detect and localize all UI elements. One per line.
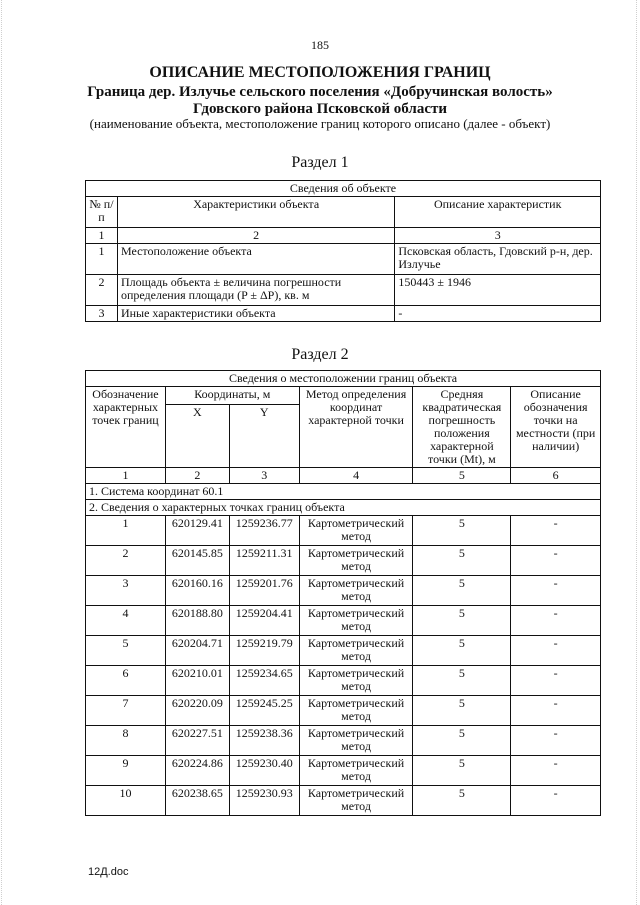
point-x: 620238.65 [165, 786, 229, 816]
row-description: Псковская область, Гдовский р-н, дер. Излучье [395, 244, 601, 275]
table-header-row [86, 181, 601, 197]
point-y: 1259238.36 [229, 726, 299, 756]
point-x: 620210.01 [165, 666, 229, 696]
table-header-row [86, 197, 601, 228]
point-x: 620188.80 [165, 606, 229, 636]
point-x: 620204.71 [165, 636, 229, 666]
col-method-header: Метод определения координат характерной точки [299, 387, 413, 468]
point-x: 620129.41 [165, 516, 229, 546]
point-error: 5 [413, 786, 511, 816]
point-number: 3 [86, 576, 166, 606]
point-number: 7 [86, 696, 166, 726]
point-x: 620224.86 [165, 756, 229, 786]
point-method: Картометрический метод [299, 606, 413, 636]
point-y: 1259204.41 [229, 606, 299, 636]
col-point-header: Обозначение характерных точек границ [86, 387, 166, 468]
table-row [86, 666, 601, 696]
table-row [86, 606, 601, 636]
boundary-points-table [85, 370, 601, 816]
point-error: 5 [413, 576, 511, 606]
point-y: 1259211.31 [229, 546, 299, 576]
table-header-row [86, 371, 601, 387]
point-y: 1259245.25 [229, 696, 299, 726]
col-index: 3 [229, 468, 299, 484]
point-error: 5 [413, 756, 511, 786]
points-section-row: 2. Сведения о характерных точках границ объекта [86, 500, 601, 516]
point-description: - [511, 696, 601, 726]
point-error: 5 [413, 696, 511, 726]
points-body [86, 516, 601, 816]
point-number: 5 [86, 636, 166, 666]
row-description: 150443 ± 1946 [395, 275, 601, 306]
object-info-header: Сведения об объекте [86, 181, 601, 197]
point-method: Картометрический метод [299, 636, 413, 666]
row-characteristic: Иные характеристики объекта [117, 306, 394, 322]
point-error: 5 [413, 546, 511, 576]
col-index: 4 [299, 468, 413, 484]
point-description: - [511, 786, 601, 816]
table-row [86, 306, 601, 322]
column-index-row [86, 228, 601, 244]
point-y: 1259234.65 [229, 666, 299, 696]
point-y: 1259236.77 [229, 516, 299, 546]
document-title: ОПИСАНИЕ МЕСТОПОЛОЖЕНИЯ ГРАНИЦ [149, 64, 491, 81]
point-number: 1 [86, 516, 166, 546]
point-x: 620145.85 [165, 546, 229, 576]
col-desc-header: Описание характеристик [395, 197, 601, 228]
point-method: Картометрический метод [299, 546, 413, 576]
point-x: 620227.51 [165, 726, 229, 756]
point-error: 5 [413, 606, 511, 636]
table-row [86, 484, 601, 500]
point-method: Картометрический метод [299, 786, 413, 816]
point-number: 9 [86, 756, 166, 786]
column-index-row [86, 468, 601, 484]
col-index: 3 [395, 228, 601, 244]
table-row [86, 244, 601, 275]
object-info-table [85, 180, 601, 322]
point-y: 1259230.93 [229, 786, 299, 816]
table-row [86, 516, 601, 546]
point-method: Картометрический метод [299, 756, 413, 786]
point-description: - [511, 636, 601, 666]
section2-title: Раздел 2 [291, 346, 349, 363]
point-error: 5 [413, 666, 511, 696]
point-error: 5 [413, 516, 511, 546]
col-index: 6 [511, 468, 601, 484]
col-index: 1 [86, 228, 118, 244]
point-description: - [511, 756, 601, 786]
point-x: 620160.16 [165, 576, 229, 606]
point-number: 4 [86, 606, 166, 636]
col-desc-header: Описание обозначения точки на местности (при наличии) [511, 387, 601, 468]
table-row [86, 726, 601, 756]
coordinate-system-row: 1. Система координат 60.1 [86, 484, 601, 500]
table-row [86, 576, 601, 606]
footer-filename: 12Д.doc [88, 866, 129, 878]
col-x-header: X [165, 405, 229, 468]
col-error-header: Средняя квадратическая погрешность положения характерной точки (Mt), м [413, 387, 511, 468]
point-description: - [511, 516, 601, 546]
point-method: Картометрический метод [299, 696, 413, 726]
col-num-header: № п/п [86, 197, 118, 228]
point-description: - [511, 606, 601, 636]
table-row [86, 786, 601, 816]
point-number: 2 [86, 546, 166, 576]
row-num: 3 [86, 306, 118, 322]
col-index: 1 [86, 468, 166, 484]
point-method: Картометрический метод [299, 576, 413, 606]
point-y: 1259219.79 [229, 636, 299, 666]
row-num: 1 [86, 244, 118, 275]
point-number: 6 [86, 666, 166, 696]
col-coords-header: Координаты, м [165, 387, 299, 405]
object-note: (наименование объекта, местоположение границ которого описано (далее - объект) [89, 116, 551, 131]
document-subtitle-line2: Гдовского района Псковской области [193, 101, 447, 117]
boundary-header: Сведения о местоположении границ объекта [86, 371, 601, 387]
table-row [86, 500, 601, 516]
row-characteristic: Площадь объекта ± величина погрешности определения площади (P ± ΔP), кв. м [117, 275, 394, 306]
point-number: 8 [86, 726, 166, 756]
point-error: 5 [413, 636, 511, 666]
scan-edge-left [1, 0, 2, 905]
col-index: 2 [165, 468, 229, 484]
table-row [86, 756, 601, 786]
page-number: 185 [311, 38, 329, 52]
point-description: - [511, 666, 601, 696]
col-char-header: Характеристики объекта [117, 197, 394, 228]
col-index: 2 [117, 228, 394, 244]
point-method: Картометрический метод [299, 666, 413, 696]
table-row [86, 636, 601, 666]
document-subtitle-line1: Граница дер. Излучье сельского поселения «Добручинская волость» [87, 84, 553, 100]
point-y: 1259201.76 [229, 576, 299, 606]
col-index: 5 [413, 468, 511, 484]
point-number: 10 [86, 786, 166, 816]
scan-edge-right [636, 0, 637, 905]
section1-title: Раздел 1 [291, 154, 349, 171]
row-description: - [395, 306, 601, 322]
row-num: 2 [86, 275, 118, 306]
point-description: - [511, 576, 601, 606]
table-header-row [86, 387, 601, 405]
table-row [86, 696, 601, 726]
point-method: Картометрический метод [299, 726, 413, 756]
col-y-header: Y [229, 405, 299, 468]
table-row [86, 275, 601, 306]
point-description: - [511, 546, 601, 576]
point-description: - [511, 726, 601, 756]
point-error: 5 [413, 726, 511, 756]
point-x: 620220.09 [165, 696, 229, 726]
point-y: 1259230.40 [229, 756, 299, 786]
table-row [86, 546, 601, 576]
row-characteristic: Местоположение объекта [117, 244, 394, 275]
point-method: Картометрический метод [299, 516, 413, 546]
